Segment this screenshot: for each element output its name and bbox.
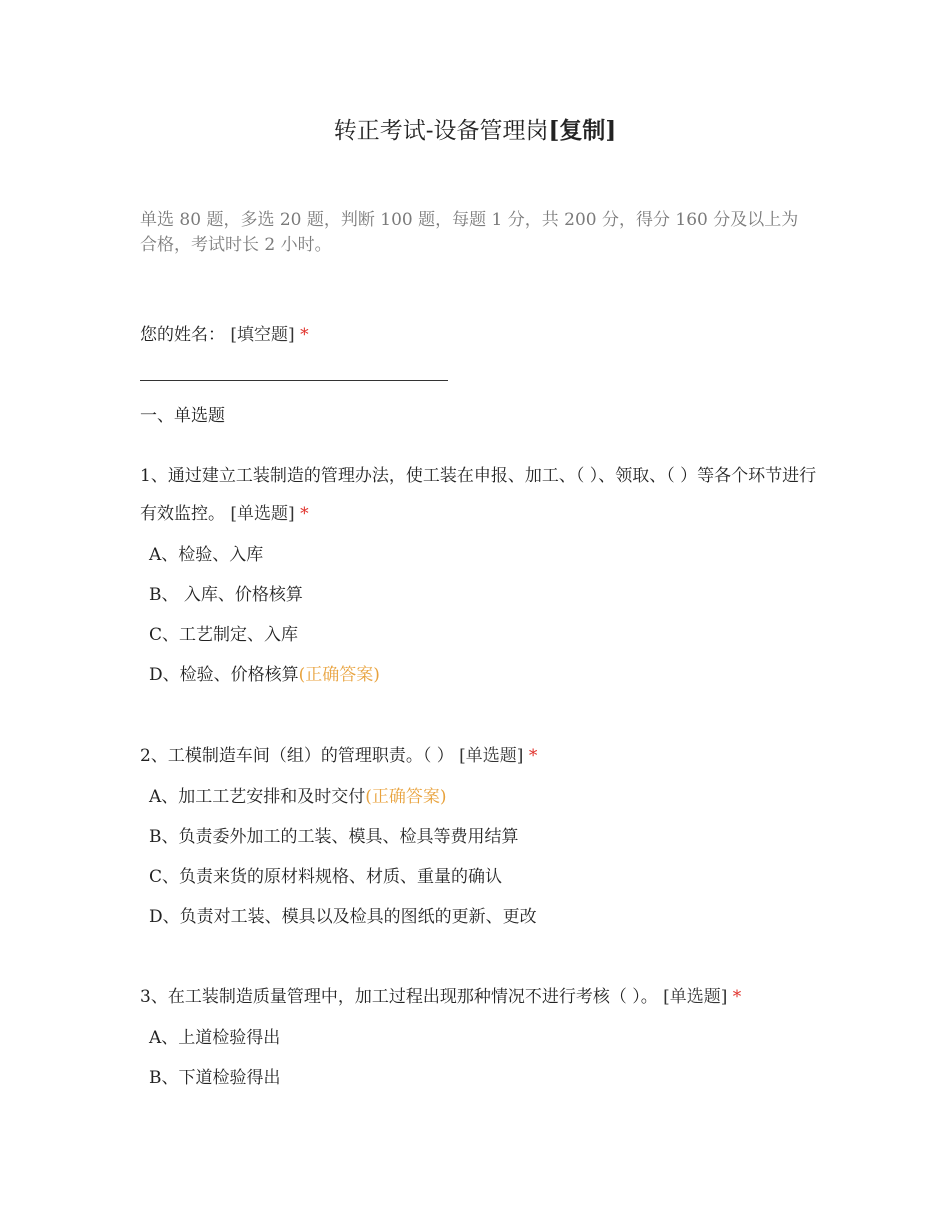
- title-suffix: [复制]: [548, 117, 617, 144]
- option-label: C、工艺制定、入库: [149, 625, 299, 645]
- question-1-text: [140, 457, 820, 533]
- name-question-label: [140, 323, 309, 348]
- question-3-option-a[interactable]: [140, 1018, 820, 1058]
- option-label: A、加工工艺安排和及时交付: [149, 787, 366, 807]
- page-title: [0, 112, 950, 145]
- question-2-stem: 2、工模制造车间（组）的管理职责。（ ）: [140, 746, 454, 766]
- option-label: B、下道检验得出: [149, 1068, 281, 1088]
- option-label: D、负责对工装、模具以及检具的图纸的更新、更改: [149, 907, 537, 927]
- question-3: [140, 978, 820, 1098]
- correct-answer-badge: (正确答案): [298, 665, 380, 685]
- required-mark: *: [300, 325, 309, 345]
- exam-instructions: 单选 80 题，多选 20 题，判断 100 题，每题 1 分，共 200 分，得分 160 分及以上为合格，考试时长 2 小时。: [140, 210, 799, 255]
- question-1-option-a[interactable]: [140, 535, 820, 575]
- question-1-option-b[interactable]: [140, 575, 820, 615]
- question-2-option-c[interactable]: [140, 857, 820, 897]
- option-label: A、检验、入库: [149, 545, 264, 565]
- option-label: A、上道检验得出: [149, 1028, 281, 1048]
- question-3-type-tag: [单选题]: [663, 987, 728, 1007]
- question-2-option-a[interactable]: [140, 777, 820, 817]
- question-2: [140, 737, 820, 937]
- name-label-text: 您的姓名：: [140, 325, 225, 345]
- question-1-stem: 1、通过建立工装制造的管理办法，使工装在申报、加工、（ ）、领取、（ ）等各个环节进行有效监控。: [140, 466, 817, 524]
- option-label: B、 入库、价格核算: [149, 585, 303, 605]
- question-2-required-mark: *: [528, 746, 538, 766]
- question-2-option-d[interactable]: [140, 897, 820, 937]
- question-3-required-mark: *: [732, 987, 742, 1007]
- question-1: [140, 457, 820, 695]
- option-label: C、负责来货的原材料规格、材质、重量的确认: [149, 867, 503, 887]
- question-2-type-tag: [单选题]: [459, 746, 524, 766]
- question-1-type-tag: [单选题]: [230, 504, 295, 524]
- title-main: 转正考试-设备管理岗: [333, 118, 549, 144]
- question-3-text: [140, 978, 820, 1016]
- question-3-option-b[interactable]: [140, 1058, 820, 1098]
- name-input[interactable]: [140, 358, 448, 381]
- question-2-option-b[interactable]: [140, 817, 820, 857]
- question-3-stem: 3、在工装制造质量管理中，加工过程出现那种情况不进行考核（ ）。: [140, 987, 658, 1007]
- name-type-tag: [填空题]: [230, 325, 295, 345]
- question-1-required-mark: *: [300, 504, 309, 524]
- question-1-option-d[interactable]: [140, 655, 820, 695]
- correct-answer-badge: (正确答案): [365, 787, 447, 807]
- section-heading: 一、单选题: [140, 406, 225, 426]
- option-label: D、检验、价格核算: [149, 665, 299, 685]
- question-2-text: [140, 737, 820, 775]
- option-label: B、负责委外加工的工装、模具、检具等费用结算: [149, 827, 519, 847]
- question-1-option-c[interactable]: [140, 615, 820, 655]
